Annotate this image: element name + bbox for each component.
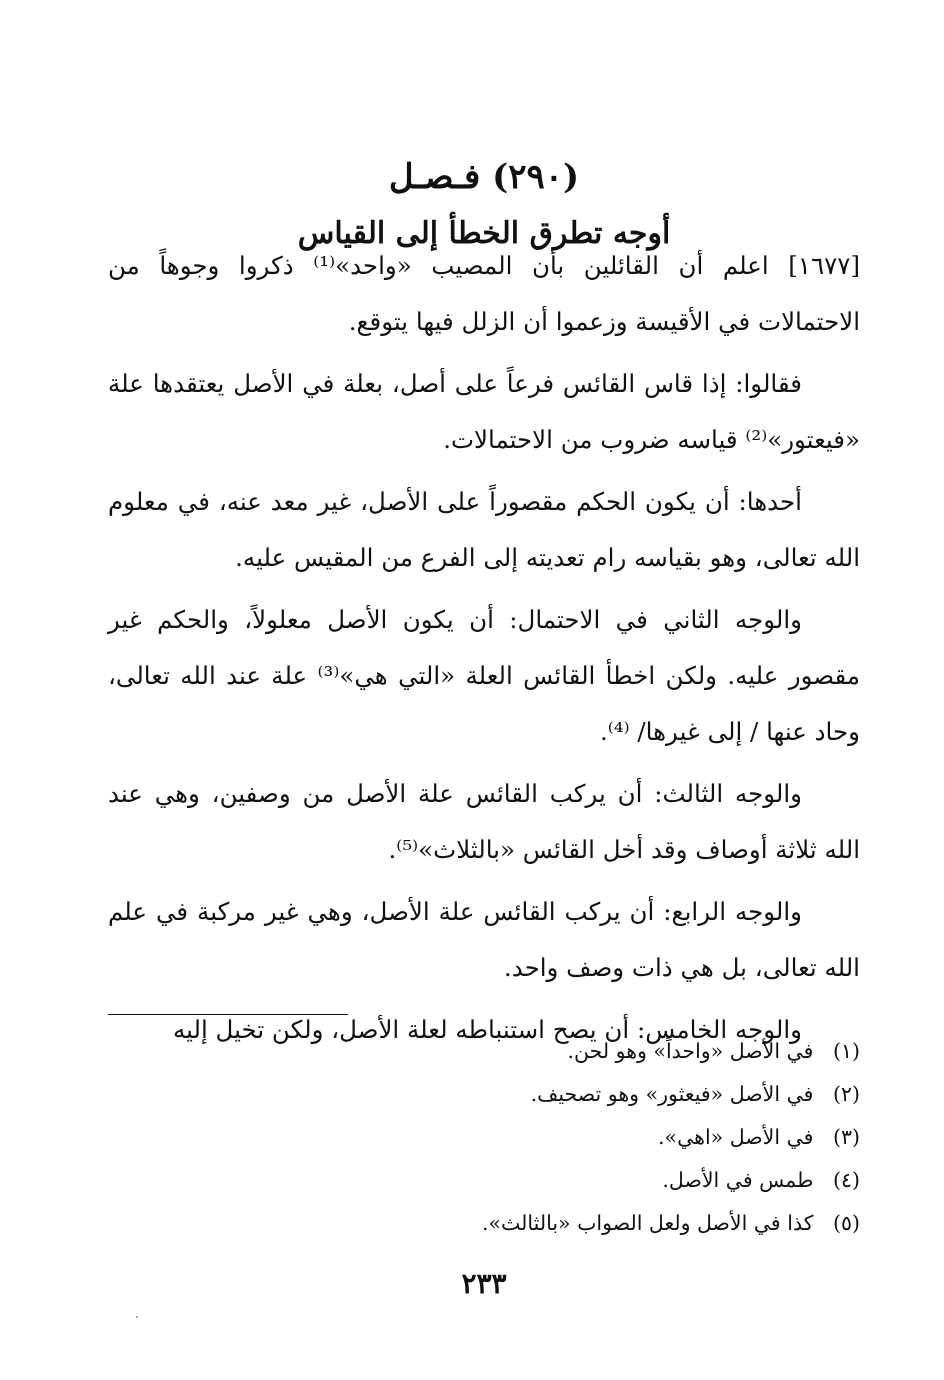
paragraph-second-aspect: والوجه الثاني في الاحتمال: أن يكون الأصل معلولاً، والحكم غير مقصور عليه. ولكن اخطأ القائس العلة «التي هي»⁽³⁾ علة عند الله تعالى، وحاد عنها / إلى غيرها/ ⁽⁴⁾. [108,605,860,746]
paragraph-fifth-aspect: والوجه الخامس: أن يصح استنباطه لعلة الأصل، ولكن تخيل إليه [172,1015,802,1044]
footnote-text: طمس في الأصل. [662,1168,814,1192]
footnote-number: (٣) [832,1125,860,1149]
footnote-number: (١) [832,1039,860,1063]
footnote-text: كذا في الأصل ولعل الصواب «بالثالث». [481,1211,814,1235]
footnote-item [108,1116,860,1159]
page-number: ٢٣٣ [461,1267,507,1300]
footnote-separator [108,1014,348,1015]
scan-speck [136,1316,138,1318]
body-text [108,238,860,1064]
section-subheading: أوجه تطرق الخطأ إلى القياس [297,215,671,251]
footnote-text: في الأصل «فيعثور» وهو تصحيف. [530,1082,814,1106]
footnote-item [108,1073,860,1116]
book-page [108,0,860,1380]
footnote-text: في الأصل «واحداً» وهو لحن. [567,1039,814,1063]
footnote-number: (٥) [832,1211,860,1235]
footnote-text: في الأصل «اهي». [658,1125,814,1149]
paragraph-1677: [١٦٧٧] اعلم أن القائلين بأن المصيب «واحد»⁽¹⁾ ذكروا وجوهاً من الاحتمالات في الأقيسة وزعموا أن الزلل فيها يتوقع. [108,251,860,336]
footnote-item [108,1202,860,1245]
footnote-item [108,1159,860,1202]
footnote-number: (٢) [832,1082,860,1106]
footnotes-list [108,1030,860,1245]
footnote-number: (٤) [832,1168,860,1192]
section-heading: (٢٩٠) فـصـل [388,156,580,197]
paragraph-fourth-aspect: والوجه الرابع: أن يركب القائس علة الأصل، وهي غير مركبة في علم الله تعالى، بل هي ذات وصف واحد. [108,897,860,982]
footnote-item [108,1030,860,1073]
paragraph-first-aspect: أحدها: أن يكون الحكم مقصوراً على الأصل، غير معد عنه، في معلوم الله تعالى، وهو بقياسه رام تعديته إلى الفرع من المقيس عليه. [108,487,860,572]
paragraph-qalu: فقالوا: إذا قاس القائس فرعاً على أصل، بعلة في الأصل يعتقدها علة «فيعتور»⁽²⁾ قياسه ضروب من الاحتمالات. [108,369,860,454]
paragraph-third-aspect: والوجه الثالث: أن يركب القائس علة الأصل من وصفين، وهي عند الله ثلاثة أوصاف وقد أخل القائس «بالثلاث»⁽⁵⁾. [108,779,860,864]
